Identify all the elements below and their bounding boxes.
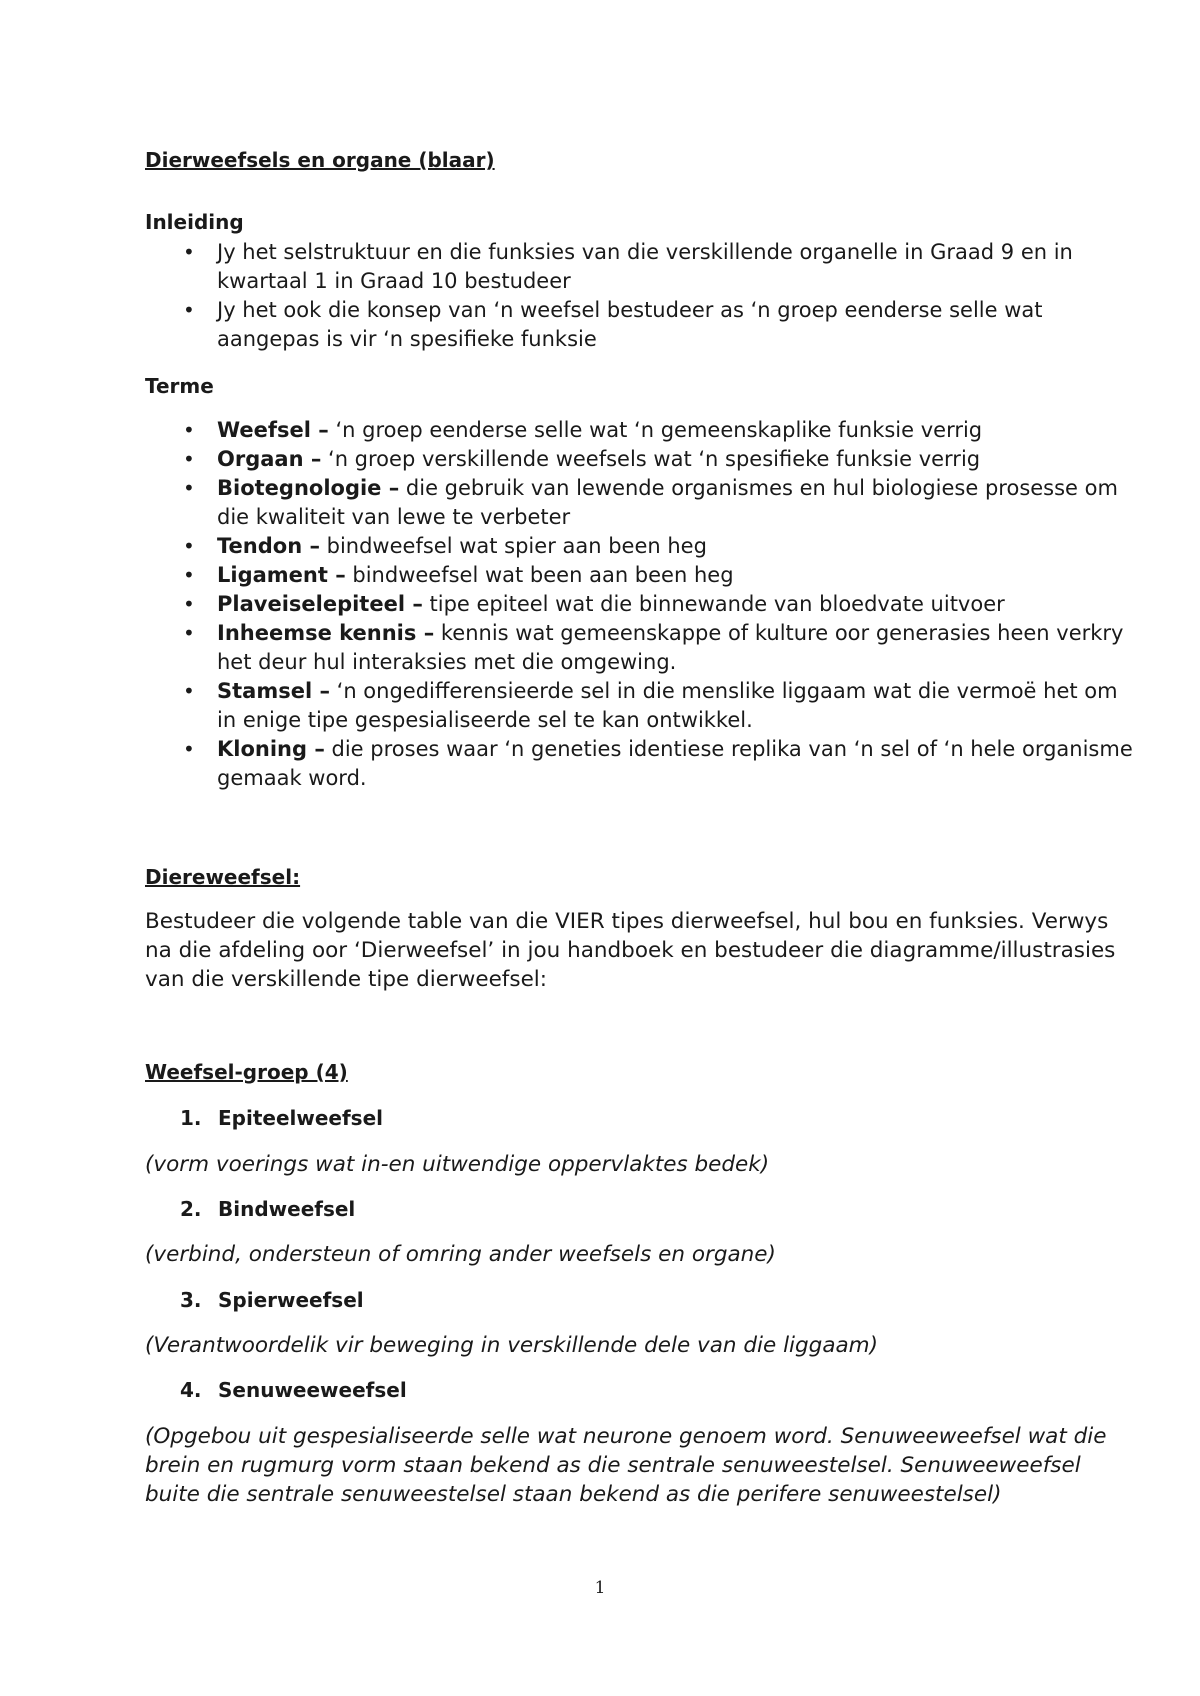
- term-definition: kennis wat gemeenskappe of kulture oor generasies heen verkry het deur hul interaksies met die omgewing.: [217, 621, 1124, 674]
- term-definition: die proses waar ‘n geneties identiese replika van ‘n sel of ‘n hele organisme gemaak word.: [217, 737, 1133, 790]
- list-item: • Jy het selstruktuur en die funksies van die verskillende organelle in Graad 9 en in kwartaal 1 in Graad 10 bestudeer: [145, 238, 1135, 296]
- term-name: Kloning –: [217, 737, 325, 761]
- term-item: [145, 416, 1135, 445]
- group-item-description: (Verantwoordelik vir beweging in verskillende dele van die liggaam): [145, 1333, 878, 1358]
- group-item-heading: 1. Epiteelweefsel: [180, 1106, 384, 1130]
- intro-heading: Inleiding: [145, 210, 244, 234]
- group-item-heading: 4. Senuweeweefsel: [180, 1378, 407, 1402]
- term-definition: ‘n ongedifferensieerde sel in die menslike liggaam wat die vermoë het om in enige tipe gespesialiseerde sel te kan ontwikkel.: [217, 679, 1118, 732]
- page-number: 1: [594, 1578, 606, 1598]
- group-item-description: (vorm voerings wat in-en uitwendige oppervlaktes bedek): [145, 1152, 770, 1177]
- term-name: Ligament –: [217, 563, 346, 587]
- document-title: Dierweefsels en organe (blaar): [145, 148, 495, 172]
- tissue-paragraph: Bestudeer die volgende table van die VIER tipes dierweefsel, hul bou en funksies. Verwys na die afdeling oor ‘Dierweefsel’ in jou handboek en bestudeer die diagramme/illustrasies van die verskillende tipe dierweefsel:: [145, 909, 1116, 992]
- group-item-heading: 3. Spierweefsel: [180, 1288, 364, 1312]
- terms-heading: Terme: [145, 374, 214, 398]
- term-definition: ‘n groep verskillende weefsels wat ‘n spesifieke funksie verrig: [321, 447, 981, 471]
- list-item: • Jy het ook die konsep van ‘n weefsel bestudeer as ‘n groep eenderse selle wat aangepas is vir ‘n spesifieke funksie: [145, 296, 1135, 354]
- term-item: [145, 735, 1135, 793]
- term-definition: bindweefsel wat spier aan been heg: [319, 534, 707, 558]
- group-item-description: (verbind, ondersteun of omring ander weefsels en organe): [145, 1242, 776, 1267]
- terms-list: [145, 416, 1135, 793]
- term-definition: bindweefsel wat been aan been heg: [345, 563, 734, 587]
- tissue-heading: Diereweefsel:: [145, 865, 301, 889]
- term-name: Tendon –: [217, 534, 320, 558]
- term-item: [145, 474, 1135, 532]
- term-item: [145, 677, 1135, 735]
- term-definition: tipe epiteel wat die binnewande van bloedvate uitvoer: [422, 592, 1005, 616]
- term-name: Biotegnologie –: [217, 476, 400, 500]
- group-item-description: (Opgebou uit gespesialiseerde selle wat neurone genoem word. Senuweeweefsel wat die brein en rugmurg vorm staan bekend as die sentrale senuweestelsel. Senuweeweefsel buite die sentrale senuweestelsel staan bekend as die perifere senuweestelsel): [145, 1424, 1107, 1507]
- term-item: [145, 561, 1135, 590]
- term-item: [145, 532, 1135, 561]
- term-name: Weefsel –: [217, 418, 329, 442]
- group-heading: Weefsel-groep (4): [145, 1060, 348, 1084]
- intro-list: [145, 238, 1135, 354]
- term-name: Stamsel –: [217, 679, 330, 703]
- term-name: Orgaan –: [217, 447, 322, 471]
- group-item-heading: 2. Bindweefsel: [180, 1197, 356, 1221]
- term-item: [145, 445, 1135, 474]
- term-name: Plaveiselepiteel –: [217, 592, 423, 616]
- term-definition: die gebruik van lewende organismes en hul biologiese prosesse om die kwaliteit van lewe te verbeter: [217, 476, 1118, 529]
- term-name: Inheemse kennis –: [217, 621, 435, 645]
- term-definition: ‘n groep eenderse selle wat ‘n gemeenskaplike funksie verrig: [328, 418, 983, 442]
- term-item: [145, 590, 1135, 619]
- term-item: [145, 619, 1135, 677]
